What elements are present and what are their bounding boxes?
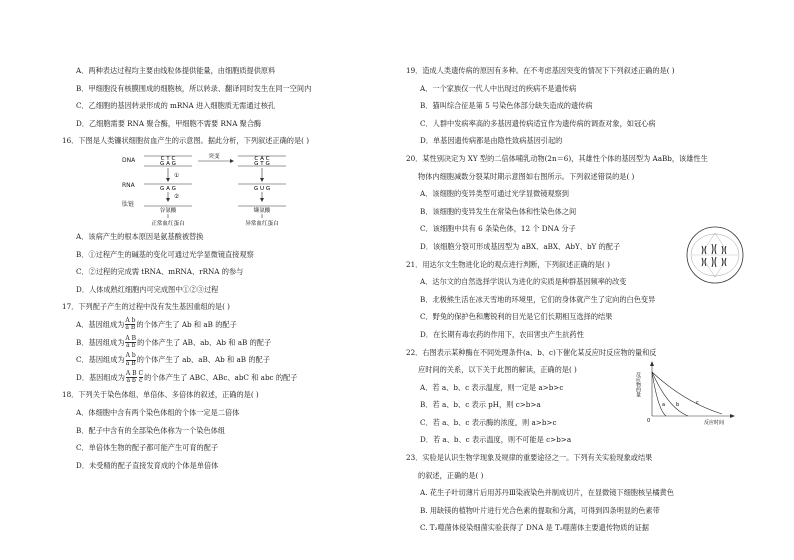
q17-b-prefix: B．基因组成为 <box>76 337 125 347</box>
q19-option-a: A．一个家族仅一代人中出现过的疾病不是遗传病 <box>420 83 577 93</box>
q21-option-b: B．北极熊生活在冰天雪地的环境里，它们的身体就产生了定向的白色变异 <box>420 294 656 304</box>
q21-option-a: A．达尔文的自然选择学说认为进化的实质是种群基因频率的改变 <box>420 277 627 287</box>
curve-c-label: c <box>696 400 699 406</box>
q23-stem-line2: 的叙述，正确的是( ) <box>418 470 484 480</box>
q21-option-c: C．野兔的保护色和鹰锐利的目光是它们长期相互选择的结果 <box>420 312 613 322</box>
q18-stem: 18．下列关于染色体组、单倍体、多倍体的叙述，正确的是( ) <box>62 390 259 400</box>
q23-stem-line1: 23．实验是认识生物学现象及规律的重要途径之一。下列有关实验现象或结果 <box>406 453 653 463</box>
q22-option-b: B．若 a、b、c 表示 pH，则 c>b>a <box>420 400 541 410</box>
mutant-dna-bottom: G T G <box>254 160 270 167</box>
curve-b-label: b <box>676 402 680 408</box>
genotype-fraction: $\frac{\text{A B}}{\text{a b}}$ <box>125 334 137 350</box>
q20-option-b: B．该细胞的变异发生在常染色体和性染色体之间 <box>420 206 577 216</box>
q17-option-b <box>62 334 392 352</box>
q19-option-b: B．猫叫综合征是第 5 号染色体部分缺失造成的遗传病 <box>420 101 593 111</box>
genotype-fraction: $\frac{\text{A b}}{\text{a B}}$ <box>125 317 136 332</box>
q23-option-b: B. 用缺镁的植物叶片进行光合色素的提取和分离，可得到四条明显的色素带 <box>420 505 660 515</box>
q20-stem-line1: 20．某性别决定为 XY 型的二倍体哺乳动物(2n＝6)，其雄性个体的基因型为 AaBb，该雄性生 <box>406 153 708 163</box>
q17-c-prefix: C．基因组成为 <box>76 355 125 365</box>
q16-option-c: C．②过程的完成需 tRNA、mRNA、rRNA 的参与 <box>76 267 244 277</box>
q15-option-a: A．两种表达过程均主要由线粒体提供能量，由细胞质提供原料 <box>76 66 276 75</box>
q22-stem-line1: 22．右图表示某种酶在不同处理条件(a、b、c)下催化某反应时反应物的量和反 <box>406 347 657 357</box>
q17-option-c <box>62 351 392 369</box>
origin-label: 0 <box>647 418 651 424</box>
q21-option-d: D．在长期有毒农药的作用下，农田害虫产生抗药性 <box>420 329 584 339</box>
mutant-dna-top: C A C <box>254 155 270 162</box>
x-axis-label: 反应时间 <box>704 420 725 426</box>
q15-option-c: C．乙细胞的基因转录形成的 mRNA 进入细胞质无需通过核孔 <box>76 101 276 111</box>
q18-option-d: D．未受精的配子直接发育成的个体是单倍体 <box>76 460 219 470</box>
normal-dna-bottom: G A G <box>159 160 177 167</box>
q21-stem: 21．用达尔文生物进化论的观点进行判断，下列叙述正确的是( ) <box>406 259 610 269</box>
step1-label: ① <box>174 172 180 179</box>
q19-stem: 19．造成人类遗传病的原因有多种。在不考虑基因突变的情况下下列叙述正确的是( ) <box>406 66 675 75</box>
q23-option-a: A. 花生子叶切薄片后用苏丹Ⅲ染液染色并制成切片，在显微镜下细胞核呈橘黄色 <box>420 488 674 498</box>
normal-protein: 正常血红蛋白 <box>151 220 185 227</box>
q19-option-d: D．单基因遗传病都是由隐性致病基因引起的 <box>420 136 563 146</box>
q17-stem: 17．下列配子产生的过程中没有发生基因重组的是( ) <box>62 302 230 312</box>
q20-option-d: D．该细胞分裂可形成基因型为 aBX、aBX、AbY、bY 的配子 <box>420 241 621 251</box>
q19-option-c: C．人群中发病率高的多基因遗传病适宜作为遗传病的调查对象，如冠心病 <box>420 118 656 128</box>
q22-option-d: D．若 a、b、c 表示温度，则不可能是 c>b>a <box>420 435 572 445</box>
mutant-protein: 异常血红蛋白 <box>245 220 279 227</box>
q16-option-d: D．人体成熟红细胞内可完成图中①②③过程 <box>76 284 219 294</box>
normal-rna: G A G <box>159 185 177 192</box>
q17-a-suffix: 的个体产生了 Ab 和 aB 的配子 <box>136 319 237 329</box>
q22-stem-line2: 应时间的关系，以下关于此图的解读，正确的是( ) <box>418 365 577 375</box>
q22-option-c: C．若 a、b、c 表示酶的浓度，则 a>b>c <box>420 417 557 427</box>
q22-option-a: A．若 a、b、c 表示温度，则一定是 a>b>c <box>420 382 564 392</box>
mutant-rna: G U G <box>253 185 271 192</box>
genotype-fraction: $\frac{\text{A B}}{\text{a b}}$ <box>125 369 137 385</box>
q17-a-prefix: A．基因组成为 <box>76 319 125 329</box>
q18-option-c: C．单倍体生物的配子都可能产生可育的配子 <box>76 443 219 453</box>
q20-stem-line2: 物体内细胞减数分裂某时期示意图如右图所示。下列叙述错误的是( ) <box>418 171 635 181</box>
chain-label: 肽链 <box>122 200 135 208</box>
enzyme-reaction-graph <box>632 358 742 428</box>
q18-option-a: A．体细胞中含有两个染色体组的个体一定是二倍体 <box>76 407 240 417</box>
q15-option-b: B．甲细胞没有核膜围成的细胞核，所以转录、翻译同时发生在同一空间内 <box>76 83 312 93</box>
q20-option-a: A．该细胞的变异类型可通过光学显微镜观察到 <box>420 189 569 199</box>
q16-option-a: A．该病产生的根本原因是氨基酸被替换 <box>76 231 204 241</box>
rna-label: RNA <box>122 181 135 189</box>
q17-option-d <box>62 369 392 387</box>
meiosis-cell-image <box>684 224 746 286</box>
q16-diagram <box>122 150 322 228</box>
sickle-cell-diagram <box>122 150 322 228</box>
q23-option-c: C. T₂噬菌体侵染细菌实验获得了 DNA 是 T₂噬菌体主要遗传物质的证据 <box>420 523 649 533</box>
mutant-amino-acid: 缬氨酸 <box>253 207 271 214</box>
step2-label: ② <box>174 193 180 200</box>
right-column <box>406 62 748 537</box>
q17-c-suffix: 的个体产生了 ab、aB、Ab 和 aB 的配子 <box>136 355 270 365</box>
left-column <box>62 62 392 474</box>
genotype-fraction: $\frac{C}{c}$ <box>138 369 144 385</box>
q20-option-c: C．该细胞中共有 6 条染色体，12 个 DNA 分子 <box>420 224 576 234</box>
q17-b-suffix: 的个体产生了 AB、ab、Ab 和 aB 的配子 <box>137 337 272 347</box>
q17-d-suffix: 的个体产生了 ABC、ABc、abC 和 abc 的配子 <box>144 372 298 382</box>
curve-b <box>652 372 688 416</box>
normal-dna-top: C T C <box>160 155 176 162</box>
q22-graph <box>632 358 742 428</box>
q15-option-d: D．乙细胞需要 RNA 聚合酶，甲细胞不需要 RNA 聚合酶 <box>76 118 262 128</box>
q16-option-b: B．①过程产生的碱基的变化可通过光学显微镜直接观察 <box>76 249 254 259</box>
q17-d-prefix: D．基因组成为 <box>76 372 125 382</box>
normal-amino-acid: 谷氨酸 <box>159 207 177 214</box>
genotype-fraction: $\frac{\text{A b}}{\text{a B}}$ <box>125 352 136 367</box>
q17-option-a <box>62 316 392 334</box>
mutation-label: 突变 <box>208 153 220 160</box>
curve-a-label: a <box>662 402 666 408</box>
dna-label: DNA <box>122 156 136 164</box>
q16-stem: 16．下图是人类镰状细胞贫血产生的示意图。据此分析，下列叙述正确的是( ) <box>62 136 310 146</box>
q20-cell-figure <box>684 224 746 286</box>
y-axis-label: 反应物的量 <box>635 372 641 397</box>
q18-option-b: B．配子中含有的全部染色体称为一个染色体组 <box>76 425 226 435</box>
